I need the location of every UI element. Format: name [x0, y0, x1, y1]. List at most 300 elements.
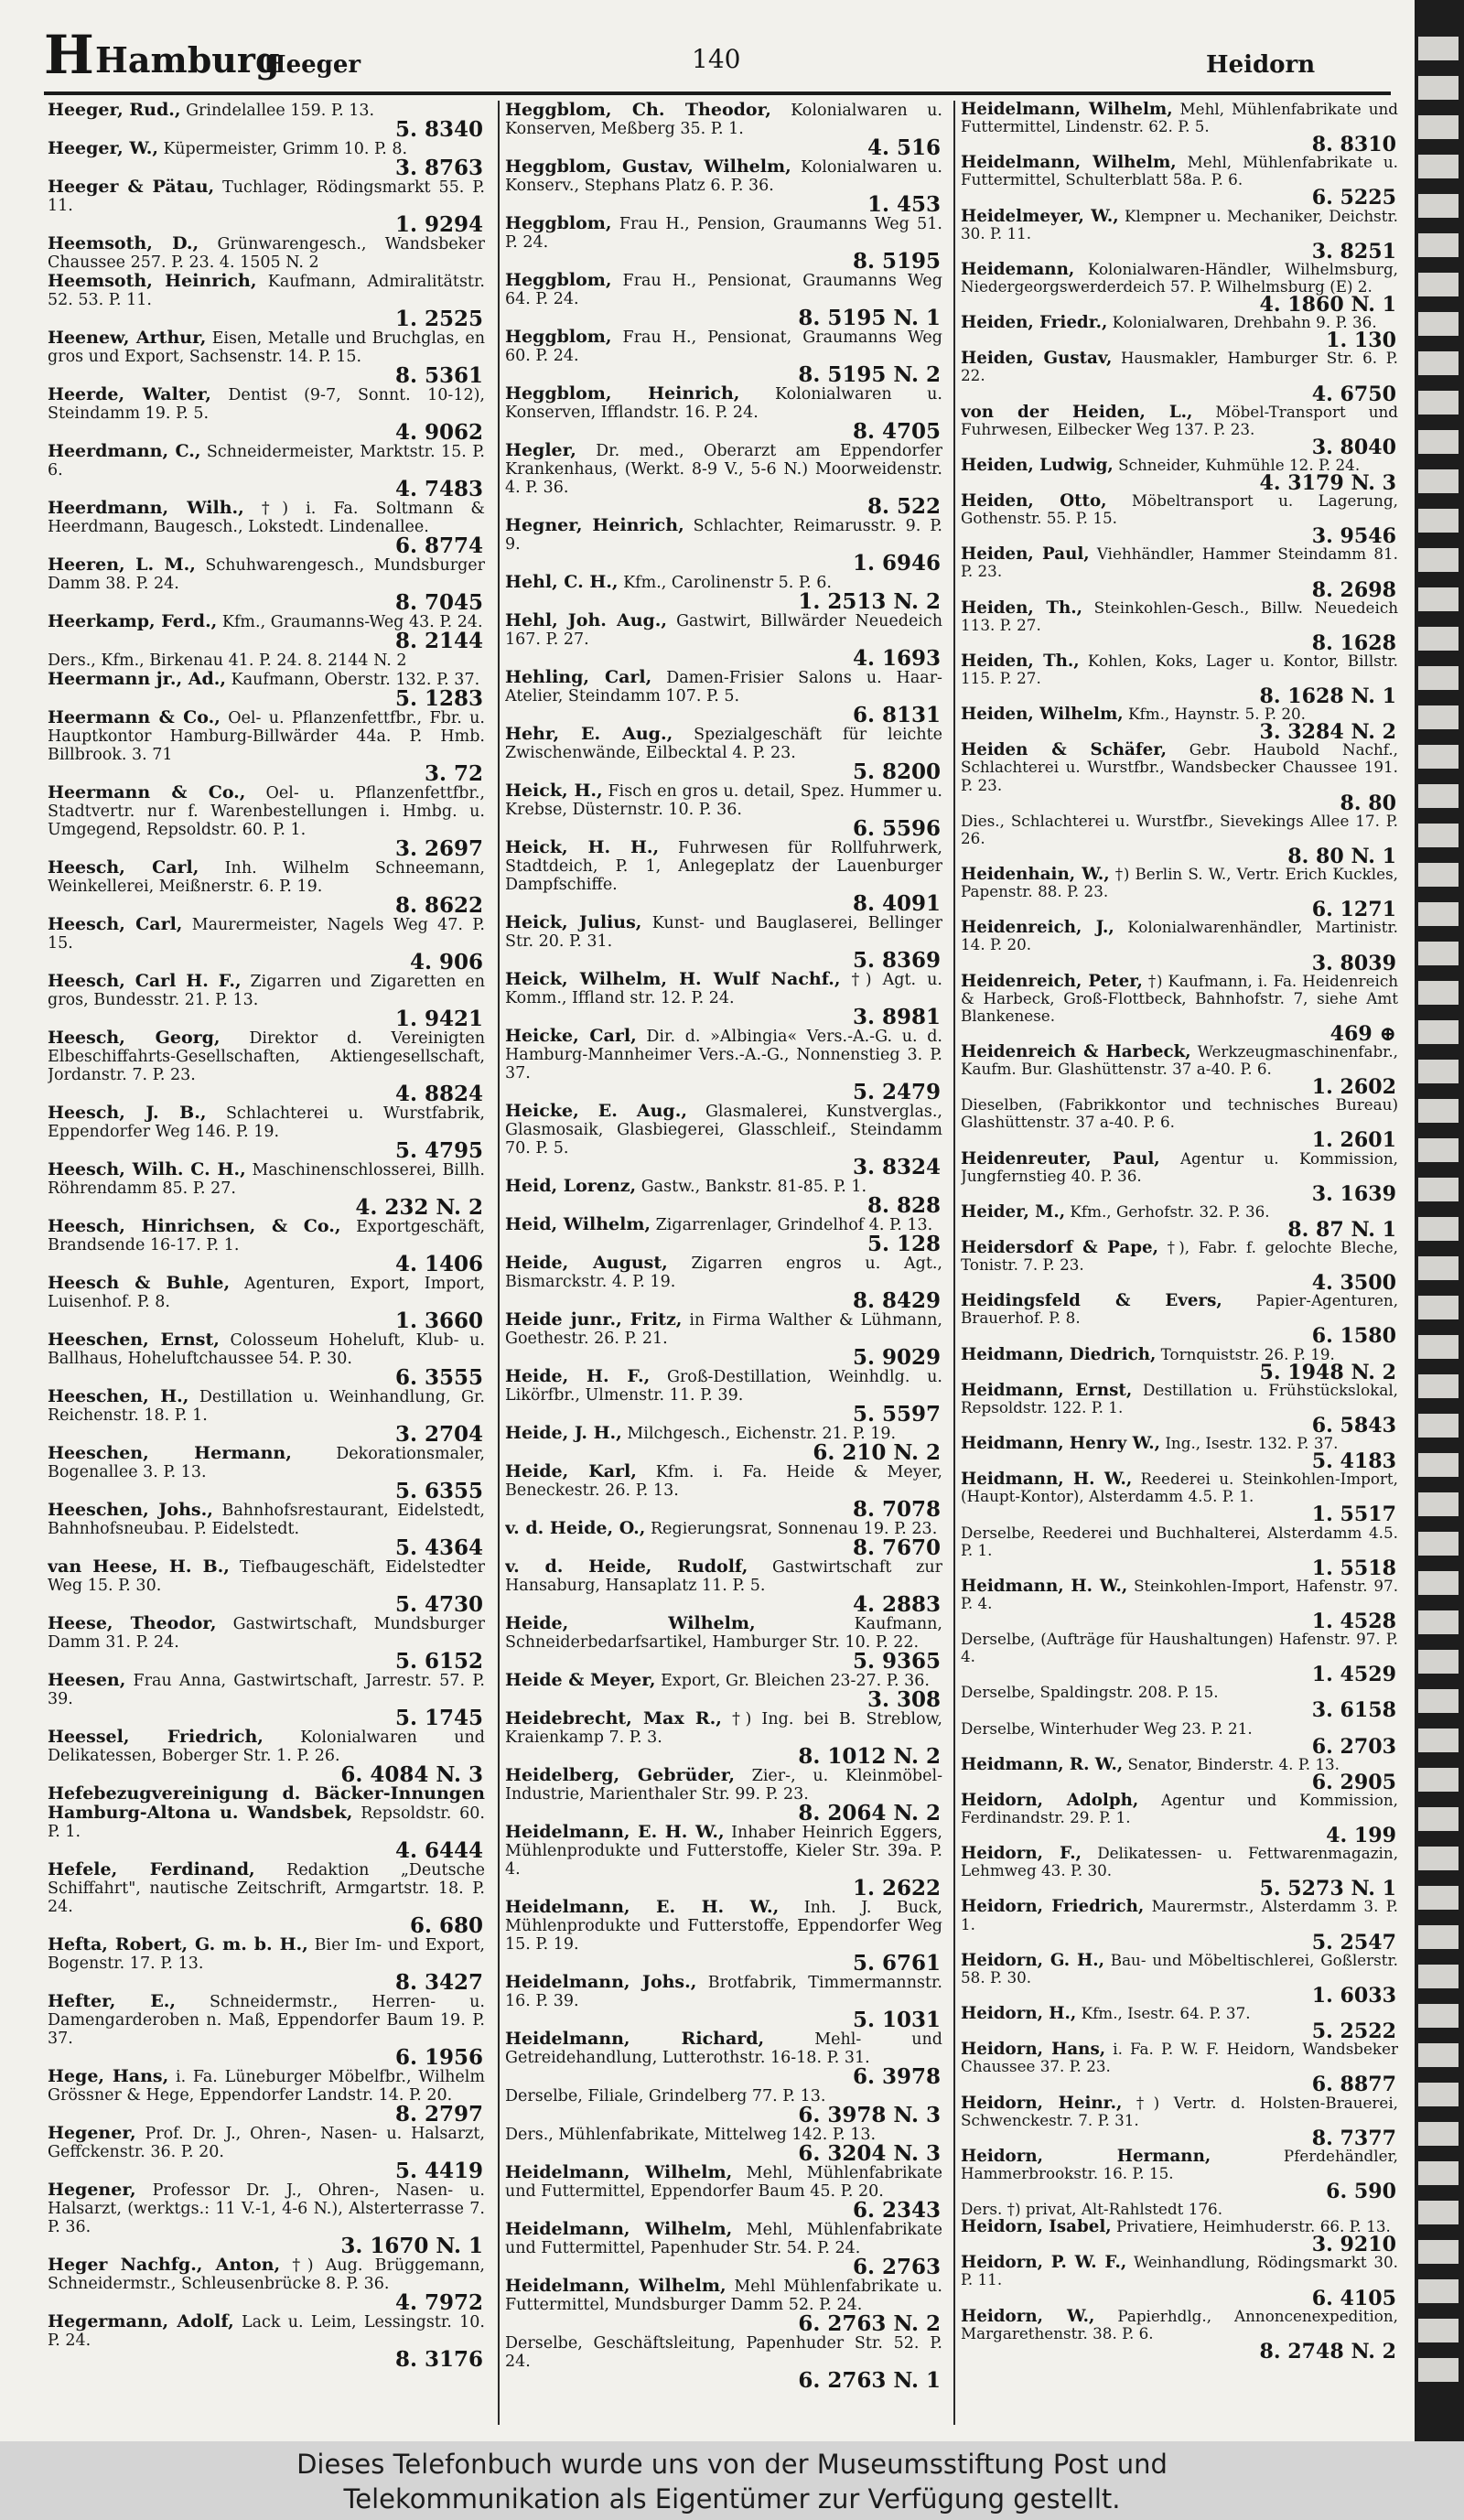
- directory-entry: [505, 1897, 942, 1976]
- directory-entry: [48, 1727, 485, 1787]
- entry-phone-number: 1. 2601: [1311, 1128, 1396, 1153]
- directory-entry: [48, 857, 485, 918]
- entry-name: Heidersdorf & Pape,: [961, 1238, 1158, 1257]
- page-edge-strip: [1418, 1689, 1459, 1713]
- entry-details: Agenturen, Export, Import, Luisenhof. P. 8.: [48, 1275, 485, 1311]
- directory-entry: [505, 1102, 942, 1177]
- entry-details: Mehl, Mühlenfabrikate und Futtermittel, Papenhuder Str. 54. P. 24.: [505, 2221, 942, 2257]
- entry-details: Tuchlager, Rödingsmarkt 55. P. 11.: [48, 178, 485, 215]
- entry-phone-number: 8. 5195 N. 2: [798, 362, 941, 387]
- entry-details: Kolonialwaren u. Konserv., Stephans Platz 6. P. 36.: [505, 158, 942, 195]
- entry-details: Möbeltransport u. Lagerung, Gothenstr. 55. P. 15.: [961, 491, 1398, 528]
- entry-details: Mehl, Mühlenfabrikate u. Futtermittel, Schulterblatt 58a. P. 6.: [961, 153, 1398, 189]
- entry-name: Heid, Lorenz,: [505, 1176, 637, 1196]
- entry-name: Hegermann, Adolf,: [48, 2311, 234, 2332]
- directory-entry: [505, 1822, 942, 1901]
- entry-details: in Firma Walther & Lühmann, Goethestr. 26. P. 21.: [505, 1311, 942, 1348]
- directory-entry: [505, 2276, 942, 2336]
- entry-name: Heidorn, Hans,: [961, 2040, 1106, 2060]
- entry-phone-number: 5. 1745: [394, 1706, 483, 1730]
- entry-name: Heiden, Wilhelm,: [961, 705, 1124, 725]
- city-name: Hamburg: [95, 39, 280, 81]
- directory-entry: [505, 440, 942, 519]
- directory-entry: [505, 1461, 942, 1522]
- entry-details: i. Fa. Lüneburger Möbelfbr., Wilhelm Grössner & Hege, Eppendorfer Landstr. 14. P. 20.: [48, 2068, 485, 2105]
- directory-entry: [505, 1670, 942, 1712]
- directory-entry: [961, 1434, 1398, 1474]
- directory-entry: [961, 313, 1398, 353]
- directory-entry: [48, 1103, 485, 1163]
- entry-details: †), Fabr. f. gelochte Bleche, Tonistr. 7. P. 23.: [961, 1238, 1398, 1275]
- directory-entry: [961, 1201, 1398, 1242]
- entry-name: Heide, H. F.,: [505, 1366, 651, 1386]
- entry-name: Heggblom,: [505, 327, 612, 347]
- entry-details: Mehl, Mühlenfabrikate und Futtermittel, Lindenstr. 62. P. 5.: [961, 101, 1398, 136]
- entry-name: van Heese, H. B.,: [48, 1556, 230, 1577]
- page-edge-strip: [1418, 1610, 1459, 1634]
- entry-details: Destillation u. Frühstückslokal, Repsoldstr. 122. P. 1.: [961, 1380, 1398, 1416]
- entry-name: Heid, Wilhelm,: [505, 1214, 651, 1234]
- entry-phone-number: 8. 3176: [394, 2347, 483, 2372]
- entry-phone-number: 4. 7972: [394, 2290, 483, 2315]
- entry-phone-number: 5. 1948 N. 2: [1259, 1360, 1396, 1384]
- entry-details: Weinhandlung, Rödingsmarkt 30. P. 11.: [961, 2253, 1398, 2289]
- entry-details: Papierhdlg., Annoncenexpedition, Margarethenstr. 38. P. 6.: [961, 2306, 1398, 2342]
- entry-name: Heidelmann, Wilhelm,: [505, 2219, 733, 2239]
- entry-name: Heggblom,: [505, 270, 612, 290]
- entry-name: Heidmann, H. W.,: [961, 1576, 1128, 1596]
- directory-entry: [961, 455, 1398, 495]
- entry-phone-number: 1. 5517: [1311, 1502, 1396, 1527]
- column-divider: [953, 101, 955, 2425]
- entry-phone-number: 4. 7483: [394, 477, 483, 501]
- page-edge-strip: [1418, 2161, 1459, 2185]
- directory-entry: [505, 1708, 942, 1769]
- entry-phone-number: 8. 7377: [1311, 2126, 1396, 2150]
- entry-name: Heidelmann, Wilhelm,: [961, 101, 1173, 119]
- entry-phone-number: 3. 8039: [1311, 951, 1396, 975]
- entry-details: Dr. med., Oberarzt am Eppendorfer Krankenhaus, (Werkt. 8-9 V., 5-6 N.) Moorweidenstr. 4. P. 36.: [505, 442, 942, 497]
- page-edge-strip: [1418, 273, 1459, 296]
- entry-phone-number: 4. 1406: [394, 1252, 483, 1276]
- entry-name: Heerdmann, Wilh.,: [48, 498, 244, 518]
- entry-phone-number: 8. 7078: [852, 1497, 941, 1522]
- page-edge-strip: [1418, 1217, 1459, 1241]
- directory-entry: [48, 669, 485, 711]
- entry-phone-number: 5. 8340: [394, 117, 483, 142]
- directory-entry: [505, 2086, 942, 2125]
- entry-details: Export, Gr. Bleichen 23-27. P. 36.: [661, 1672, 930, 1690]
- entry-phone-number: 8. 80 N. 1: [1287, 844, 1396, 868]
- entry-details: Schneider, Kuhmühle 12. P. 24.: [1118, 455, 1361, 474]
- directory-entry: [961, 1630, 1398, 1687]
- page-edge-strip: [1418, 2201, 1459, 2224]
- entry-details: Repsoldstr. 60. P. 1.: [48, 1804, 485, 1841]
- entry-details: Kolonialwaren u. Konserven, Meßberg 35. P. 1.: [505, 102, 942, 138]
- directory-entry: [961, 2306, 1398, 2364]
- entry-details: Mehl- und Getreidehandlung, Lutterothstr. 16-18. P. 31.: [505, 2030, 942, 2067]
- page-edge-strip: [1418, 1728, 1459, 1752]
- entry-phone-number: 1. 3660: [394, 1308, 483, 1333]
- entry-details: Redaktion „Deutsche Schiffahrt", nautische Zeitschrift, Armgartstr. 18. P. 24.: [48, 1861, 485, 1916]
- page-edge-strip: [1418, 548, 1459, 572]
- directory-entry: [505, 1309, 942, 1370]
- directory-entry: [48, 2181, 485, 2256]
- entry-phone-number: 5. 2479: [852, 1080, 941, 1104]
- directory-entry: [48, 2311, 485, 2372]
- page-edge-strip: [1418, 509, 1459, 533]
- entry-details: Hausmakler, Hamburger Str. 6. P. 22.: [961, 349, 1398, 385]
- entry-name: Heidorn, G. H.,: [961, 1950, 1104, 1970]
- entry-details: Kaufmann, Schneiderbedarfsartikel, Hamburger Str. 10. P. 22.: [505, 1615, 942, 1652]
- directory-entry: [48, 555, 485, 615]
- entry-phone-number: 8. 522: [867, 494, 941, 519]
- entry-details: Zigarren engros u. Agt., Bismarckstr. 4. P. 19.: [505, 1255, 942, 1291]
- entry-name: von der Heiden, L.,: [961, 402, 1193, 422]
- entry-phone-number: 8. 1628 N. 1: [1259, 684, 1396, 709]
- entry-details: Maurermstr., Alsterdamm 3. P. 1.: [961, 1897, 1398, 1933]
- entry-details: Bier Im- und Export, Bogenstr. 17. P. 13.: [48, 1936, 485, 1973]
- entry-phone-number: 8. 5195 N. 1: [798, 306, 941, 330]
- entry-phone-number: 6. 8774: [394, 533, 483, 558]
- entry-phone-number: 8. 4705: [852, 419, 941, 444]
- entry-name: Heesch, Wilh. C. H.,: [48, 1159, 246, 1179]
- entry-details: Derselbe, Spaldingstr. 208. P. 15.: [961, 1683, 1219, 1702]
- entry-phone-number: 4. 6750: [1311, 382, 1396, 406]
- entry-name: Heeschen, Johs.,: [48, 1500, 213, 1520]
- directory-entry: [961, 404, 1398, 457]
- entry-details: Kaufmann, Oberstr. 132. P. 37.: [231, 671, 480, 689]
- directory-entry: [505, 1613, 942, 1674]
- directory-entry: [961, 1950, 1398, 2008]
- entry-phone-number: 8. 8622: [394, 893, 483, 918]
- entry-name: Heidmann, Diedrich,: [961, 1344, 1157, 1364]
- entry-details: Werkzeugmaschinenfabr., Kaufm. Bur. Glashüttenstr. 37 a-40. P. 6.: [961, 1041, 1398, 1079]
- entry-details: Dies., Schlachterei u. Wurstfbr., Sievekings Allee 17. P. 26.: [961, 811, 1398, 847]
- entry-name: Heidelmann, Richard,: [505, 2029, 765, 2049]
- entry-phone-number: 8. 5195: [852, 249, 941, 274]
- entry-details: Kfm., Isestr. 64. P. 37.: [1081, 2004, 1251, 2023]
- entry-details: Möbel-Transport und Fuhrwesen, Eilbecker Weg 137. P. 23.: [961, 402, 1398, 438]
- entry-details: Direktor d. Vereinigten Elbeschiffahrts-Gesellschaften, Aktiengesellschaft, Jordanstr. 7. P. 23.: [48, 1029, 485, 1084]
- entry-name: Heenew, Arthur,: [48, 328, 207, 348]
- entry-details: Frau H., Pension, Graumanns Weg 51. P. 24.: [505, 215, 942, 252]
- page-edge-strip: [1418, 2004, 1459, 2028]
- directory-entry: [961, 1756, 1398, 1792]
- directory-entry: [48, 782, 485, 861]
- directory-entry: [961, 813, 1398, 866]
- entry-name: Heesch, Carl,: [48, 857, 199, 878]
- entry-details: Kfm., Haynstr. 5. P. 20.: [1127, 705, 1307, 724]
- entry-name: Hehr, E. Aug.,: [505, 724, 673, 744]
- entry-details: Kolonialwaren u. Konserven, Ifflandstr. 16. P. 24.: [505, 385, 942, 422]
- entry-name: v. d. Heide, O.,: [505, 1518, 646, 1538]
- page-edge-strip: [1418, 115, 1459, 139]
- directory-entry: [505, 2333, 942, 2393]
- entry-name: Hehl, Joh. Aug.,: [505, 610, 668, 630]
- page-edge-strip: [1418, 2240, 1459, 2264]
- directory-entry: [48, 101, 485, 142]
- entry-details: Frau H., Pensionat, Graumanns Weg 60. P. 24.: [505, 328, 942, 365]
- entry-name: Heidenreich, Peter,: [961, 971, 1143, 991]
- entry-details: Tornquiststr. 26. P. 19.: [1160, 1344, 1335, 1363]
- entry-details: Dir. d. »Albingia« Vers.-A.-G. u. d. Hamburg-Mannheimer Vers.-A.-G., Nonnenstieg 3. P. 37.: [505, 1028, 942, 1082]
- page-edge-strip: [1418, 1571, 1459, 1595]
- entry-details: Küpermeister, Grimm 10. P. 8.: [163, 140, 408, 158]
- page-edge-strip: [1418, 351, 1459, 375]
- entry-phone-number: 6. 680: [409, 1913, 483, 1938]
- page-edge-strip: [1418, 1060, 1459, 1083]
- entry-phone-number: 6. 1271: [1311, 898, 1396, 922]
- entry-details: Zigarren und Zigaretten en gros, Bundesstr. 21. P. 13.: [48, 973, 485, 1009]
- page-edge-strip: [1418, 1414, 1459, 1438]
- directory-entry: [48, 971, 485, 1031]
- page-edge-strip: [1418, 1807, 1459, 1831]
- entry-phone-number: 469 ⊕: [1329, 1021, 1396, 1046]
- entry-phone-number: 6. 1956: [394, 2045, 483, 2070]
- entry-phone-number: 8. 8310: [1311, 133, 1396, 157]
- directory-entry: [961, 1470, 1398, 1527]
- entry-name: Heeger, W.,: [48, 138, 158, 158]
- entry-details: Fuhrwesen für Rollfuhrwerk, Stadtdeich, P. 1, Anlegeplatz der Lauenburger Dampfschiffe.: [505, 839, 942, 894]
- entry-phone-number: 5. 2547: [1311, 1930, 1396, 1955]
- entry-name: Heiden, Friedr.,: [961, 313, 1108, 333]
- entry-phone-number: 3. 8040: [1311, 435, 1396, 459]
- directory-entry: [961, 2253, 1398, 2310]
- entry-phone-number: 6. 2905: [1311, 1770, 1396, 1794]
- entry-phone-number: 6. 1580: [1311, 1324, 1396, 1349]
- entry-name: Heidorn, H.,: [961, 2004, 1077, 2024]
- directory-entry: [961, 491, 1398, 549]
- page-edge-strip: [1418, 1965, 1459, 1988]
- entry-name: Heicke, Carl,: [505, 1026, 637, 1046]
- entry-name: Heidemann,: [961, 259, 1075, 279]
- page-edge-strip: [1418, 981, 1459, 1005]
- directory-entry: [505, 668, 942, 725]
- entry-details: Gastwirtschaft, Mundsburger Damm 31. P. 24.: [48, 1615, 485, 1652]
- entry-phone-number: 3. 1639: [1311, 1181, 1396, 1206]
- entry-phone-number: 3. 2697: [394, 836, 483, 861]
- page-edge-strip: [1418, 666, 1459, 690]
- entry-name: Heide, August,: [505, 1253, 668, 1273]
- entry-name: Heide, Wilhelm,: [505, 1613, 756, 1633]
- entry-phone-number: 8. 2144: [394, 629, 483, 653]
- entry-name: Heidenreuter, Paul,: [961, 1148, 1160, 1168]
- directory-entry: [505, 1215, 942, 1254]
- directory-entry: [48, 498, 485, 558]
- directory-entry: [48, 1217, 485, 1274]
- entry-details: Spezialgeschäft für leichte Zwischenwände, Eilbecktal 4. P. 23.: [505, 726, 942, 762]
- page-edge-strip: [1418, 1650, 1459, 1674]
- entry-phone-number: 6. 5596: [852, 816, 941, 841]
- range-end-name: Heidorn: [1206, 51, 1316, 79]
- entry-phone-number: 4. 1693: [852, 646, 941, 671]
- directory-entry: [961, 1291, 1398, 1349]
- entry-details: Frau H., Pensionat, Graumanns Weg 64. P. 24.: [505, 272, 942, 308]
- page-edge-strip: [1418, 1847, 1459, 1870]
- directory-column-2: [505, 101, 942, 2429]
- entry-details: Kolonialwarenhändler, Martinistr. 14. P. 20.: [961, 918, 1398, 954]
- entry-details: †) Aug. Brüggemann, Schneidermstr., Schleusenbrücke 8. P. 36.: [48, 2256, 485, 2293]
- entry-details: Kaufmann, Admiralitätstr. 52. 53. P. 11.: [48, 273, 485, 309]
- entry-phone-number: 5. 8200: [852, 759, 941, 784]
- entry-name: Heeger & Pätau,: [48, 177, 215, 197]
- entry-details: Dieselben, (Fabrikkontor und technisches Bureau) Glashüttenstr. 37 a-40. P. 6.: [961, 1095, 1398, 1132]
- adjacent-page-edge: [1415, 0, 1464, 2441]
- entry-details: Schuhwarengesch., Mundsburger Damm 38. P. 24.: [48, 556, 485, 593]
- entry-name: Heesch, J. B.,: [48, 1103, 207, 1123]
- page-edge-strip: [1418, 1178, 1459, 1201]
- entry-name: Heessel, Friedrich,: [48, 1727, 264, 1747]
- entry-phone-number: 1. 2602: [1311, 1075, 1396, 1100]
- entry-name: Heerkamp, Ferd.,: [48, 611, 218, 631]
- entry-details: Derselbe, Geschäftsleitung, Papenhuder Str. 52. P. 24.: [505, 2334, 942, 2371]
- directory-entry: [48, 1556, 485, 1617]
- entry-details: Kunst- und Bauglaserei, Bellinger Str. 20. P. 31.: [505, 914, 942, 951]
- entry-name: Heide & Meyer,: [505, 1670, 656, 1690]
- entry-name: Heidorn, W.,: [961, 2306, 1095, 2326]
- entry-name: Heesch, Carl,: [48, 914, 183, 934]
- directory-entry: [48, 1444, 485, 1501]
- entry-phone-number: 1. 2525: [394, 307, 483, 331]
- entry-details: Pferdehändler, Hammerbrookstr. 16. P. 15.: [961, 2146, 1398, 2182]
- page-edge-strip: [1418, 469, 1459, 493]
- entry-name: Heesch & Buhle,: [48, 1273, 231, 1293]
- page-edge-strip: [1418, 1099, 1459, 1123]
- directory-entry: [505, 1518, 942, 1560]
- page-edge-strip: [1418, 430, 1459, 454]
- directory-entry: [961, 544, 1398, 602]
- directory-entry: [961, 1095, 1398, 1153]
- directory-column-1: [48, 101, 485, 2429]
- entry-details: Schlachter, Reimarusstr. 9. P. 9.: [505, 517, 942, 554]
- entry-phone-number: 6. 5843: [1311, 1413, 1396, 1438]
- directory-entry: [505, 2162, 942, 2223]
- entry-name: Heicke, E. Aug.,: [505, 1101, 687, 1121]
- entry-phone-number: 5. 1283: [394, 686, 483, 711]
- entry-details: Glasmalerei, Kunstverglas., Glasmosaik, Glasbiegerei, Glasschleif., Steindamm 70. P. 5.: [505, 1103, 942, 1158]
- directory-entry: [961, 349, 1398, 406]
- entry-name: Heide, J. H.,: [505, 1423, 622, 1443]
- entry-details: Grindelallee 159. P. 13.: [186, 102, 375, 120]
- entry-phone-number: 8. 4091: [852, 891, 941, 916]
- directory-entry: [961, 918, 1398, 975]
- entry-phone-number: 1. 6033: [1311, 1983, 1396, 2008]
- entry-name: Heidelmann, Wilhelm,: [505, 2162, 733, 2182]
- directory-entry: [505, 970, 942, 1027]
- entry-name: Heick, H.,: [505, 781, 603, 801]
- entry-phone-number: 3. 8763: [394, 156, 483, 180]
- directory-entry: [505, 1366, 942, 1427]
- entry-name: Heidorn, Hermann,: [961, 2146, 1211, 2166]
- entry-phone-number: 5. 4183: [1311, 1449, 1396, 1474]
- entry-details: †) Kaufmann, i. Fa. Heidenreich & Harbeck, Groß-Flottbeck, Bahnhofstr. 7, siehe Amt Blankenese.: [961, 971, 1398, 1025]
- entry-phone-number: 8. 80: [1340, 791, 1396, 815]
- entry-phone-number: 8. 87 N. 1: [1287, 1217, 1396, 1242]
- directory-entry: [48, 2066, 485, 2127]
- page-edge-strip: [1418, 745, 1459, 769]
- entry-name: Heide junr., Fritz,: [505, 1309, 683, 1330]
- entry-name: Heidingsfeld & Evers,: [961, 1291, 1222, 1311]
- directory-entry: [48, 384, 485, 445]
- entry-details: Viehhändler, Hammer Steindamm 81. P. 23.: [961, 544, 1398, 581]
- entry-details: Grünwarengesch., Wandsbeker Chaussee 257. P. 23. 4. 1505 N. 2: [48, 235, 485, 272]
- entry-details: Ders., Kfm., Birkenau 41. P. 24. 8. 2144 N. 2: [48, 652, 407, 670]
- page-edge-strip: [1418, 312, 1459, 336]
- entry-name: Heidorn, P. W. F.,: [961, 2253, 1127, 2273]
- entry-name: Heiden & Schäfer,: [961, 740, 1167, 760]
- directory-entry: [48, 1386, 485, 1447]
- entry-phone-number: 5. 5273 N. 1: [1259, 1877, 1396, 1901]
- page-edge-strip: [1418, 705, 1459, 729]
- directory-entry: [48, 1613, 485, 1674]
- entry-name: Heidenhain, W.,: [961, 865, 1110, 885]
- entry-phone-number: 6. 3978: [852, 2064, 941, 2089]
- entry-name: Heidmann, Henry W.,: [961, 1434, 1160, 1454]
- page-edge-strip: [1418, 1925, 1459, 1949]
- page-edge-strip: [1418, 942, 1459, 965]
- entry-name: Heick, Julius,: [505, 912, 642, 932]
- entry-phone-number: 4. 232 N. 2: [355, 1195, 483, 1220]
- entry-name: Heiden, Ludwig,: [961, 455, 1114, 475]
- directory-entry: [961, 740, 1398, 815]
- page-edge-strip: [1418, 194, 1459, 218]
- entry-details: Maschinenschlosserei, Billh. Röhrendamm 85. P. 27.: [48, 1161, 485, 1198]
- directory-entry: [961, 865, 1398, 922]
- directory-entry: [505, 383, 942, 444]
- entry-details: Privatiere, Heimhuderstr. 66. P. 13.: [1115, 2217, 1391, 2236]
- entry-details: Schlachterei u. Wurstfabrik, Eppendorfer Weg 146. P. 19.: [48, 1104, 485, 1141]
- page-edge-strip: [1418, 784, 1459, 808]
- page-edge-strip: [1418, 2358, 1459, 2382]
- directory-entry: [961, 705, 1398, 745]
- entry-name: Heger Nachfg., Anton,: [48, 2255, 281, 2275]
- entry-details: i. Fa. P. W. F. Heidorn, Wandsbeker Chaussee 37. P. 23.: [961, 2040, 1398, 2076]
- page-edge-strip: [1418, 1020, 1459, 1044]
- entry-phone-number: 4. 9062: [394, 420, 483, 445]
- entry-details: Damen-Frisier Salons u. Haar-Atelier, Steindamm 107. P. 5.: [505, 669, 942, 705]
- directory-entry: [505, 1766, 942, 1823]
- directory-entry: [961, 259, 1398, 318]
- entry-phone-number: 3. 8981: [852, 1005, 941, 1029]
- entry-details: Professor Dr. J., Ohren-, Nasen- u. Halsarzt, (werktgs.: 11 V.-1, 4-6 N.), Alsterterrasse 7. P. 36.: [48, 2181, 485, 2236]
- directory-entry: [961, 2040, 1398, 2097]
- entry-name: Heidelberg, Gebrüder,: [505, 1765, 735, 1785]
- directory-entry: [505, 1556, 942, 1617]
- page-edge-strip: [1418, 627, 1459, 651]
- entry-name: Hefebezugvereinigung d. Bäcker-Innungen Hamburg-Altona u. Wandsbek,: [48, 1783, 485, 1823]
- entry-name: Heidorn, Adolph,: [961, 1790, 1139, 1810]
- entry-phone-number: 5. 1031: [852, 2008, 941, 2032]
- entry-name: Heggblom,: [505, 213, 612, 233]
- entry-phone-number: 8. 7045: [394, 590, 483, 615]
- entry-details: Derselbe, (Aufträge für Haushaltungen) Hafenstr. 97. P. 4.: [961, 1630, 1398, 1666]
- directory-entry: [961, 2148, 1398, 2201]
- entry-details: Destillation u. Weinhandlung, Gr. Reichenstr. 18. P. 1.: [48, 1388, 485, 1425]
- directory-entry: [505, 837, 942, 916]
- entry-details: Prof. Dr. J., Ohren-, Nasen- u. Halsarzt, Geffckenstr. 36. P. 20.: [48, 2125, 485, 2161]
- entry-phone-number: 1. 130: [1326, 328, 1396, 353]
- entry-name: Heermann & Co.,: [48, 707, 221, 727]
- page-number: 140: [692, 44, 741, 74]
- entry-name: Heerdmann, C.,: [48, 441, 201, 461]
- entry-phone-number: 8. 2748 N. 2: [1259, 2339, 1396, 2364]
- directory-entry: [961, 1790, 1398, 1848]
- entry-phone-number: 5. 9365: [852, 1649, 941, 1674]
- directory-entry: [961, 1578, 1398, 1631]
- entry-name: Hefter, E.,: [48, 1991, 177, 2011]
- entry-phone-number: 6. 2763 N. 1: [798, 2368, 941, 2393]
